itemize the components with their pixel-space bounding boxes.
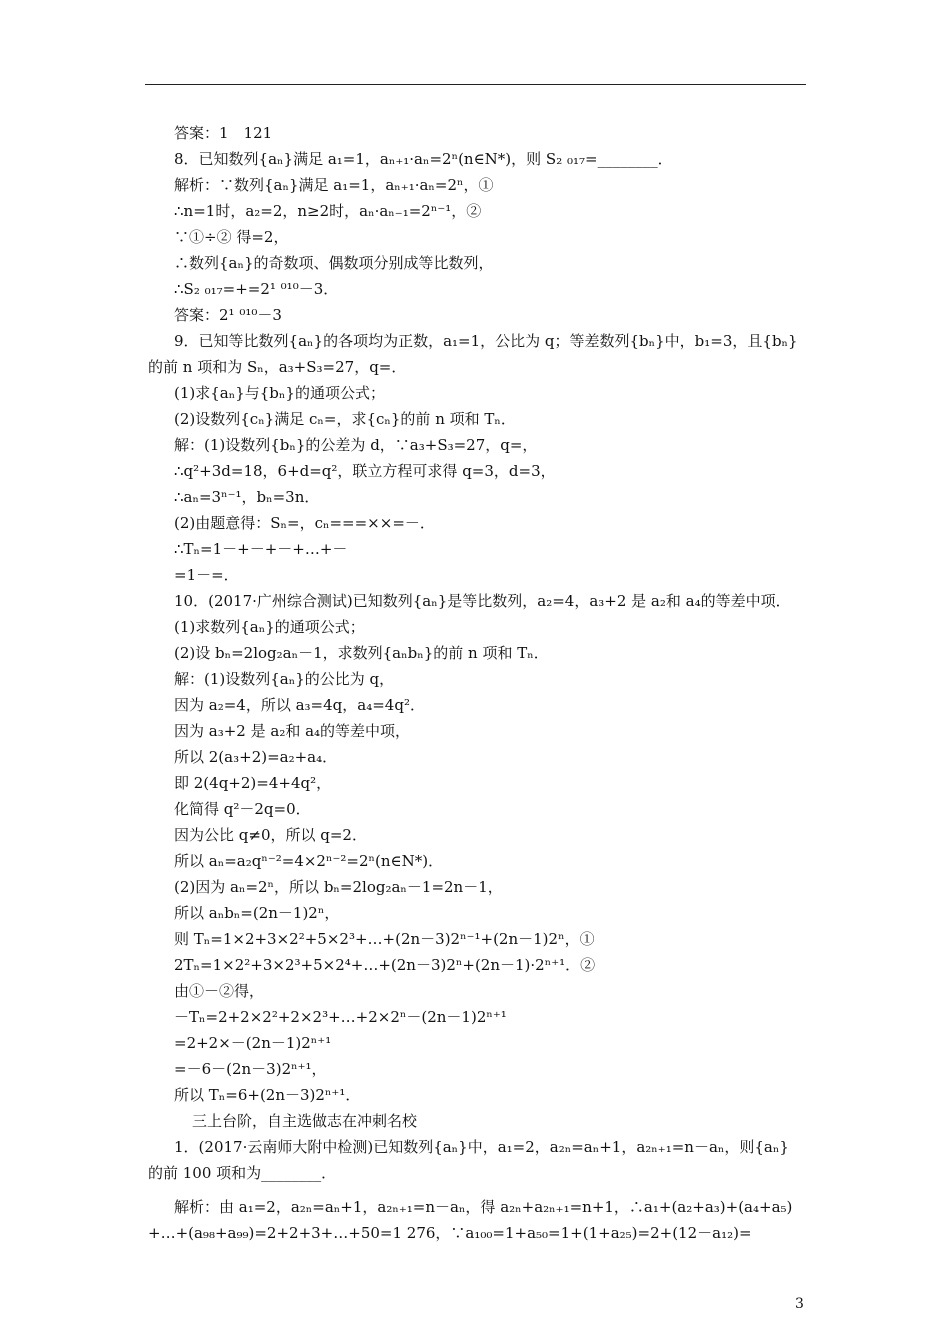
text-line: (1)求{aₙ}与{bₙ}的通项公式；	[174, 384, 385, 402]
text-line: 解析：∵数列{aₙ}满足 a₁=1，aₙ₊₁·aₙ=2ⁿ，①	[174, 176, 494, 194]
text-line: 答案：2¹ ⁰¹⁰－3	[174, 306, 282, 324]
text-line: (2)设 bₙ=2log₂aₙ－1，求数列{aₙbₙ}的前 n 项和 Tₙ．	[174, 644, 549, 662]
text-line: ∴n=1时，a₂=2，n≥2时，aₙ·aₙ₋₁=2ⁿ⁻¹，②	[174, 202, 482, 220]
text-line: 8．已知数列{aₙ}满足 a₁=1，aₙ₊₁·aₙ=2ⁿ(n∈N*)，则 S₂ ₀₁₇=________．	[174, 150, 673, 168]
text-line: 10．(2017·广州综合测试)已知数列{aₙ}是等比数列，a₂=4，a₃+2 是 a₂和 a₄的等差中项．	[174, 592, 791, 610]
text-line: 解：(1)设数列{bₙ}的公差为 d，∵a₃+S₃=27，q=，	[174, 436, 538, 454]
text-line: 的前 100 项和为________．	[148, 1164, 337, 1182]
text-line: =－6－(2n－3)2ⁿ⁺¹，	[174, 1060, 327, 1078]
text-line: +…+(a₉₈+a₉₉)=2+2+3+…+50=1 276，∵a₁₀₀=1+a₅₀=1+(1+a₂₅)=2+(12－a₁₂)=	[148, 1224, 752, 1242]
text-line: －Tₙ=2+2×2²+2×2³+…+2×2ⁿ－(2n－1)2ⁿ⁺¹	[174, 1008, 507, 1026]
text-line: 则 Tₙ=1×2+3×2²+5×2³+…+(2n－3)2ⁿ⁻¹+(2n－1)2ⁿ，①	[174, 930, 595, 948]
text-line: 2Tₙ=1×2²+3×2³+5×2⁴+…+(2n－3)2ⁿ+(2n－1)·2ⁿ⁺¹．②	[174, 956, 596, 974]
text-line: 解析：由 a₁=2，a₂ₙ=aₙ+1，a₂ₙ₊₁=n－aₙ，得 a₂ₙ+a₂ₙ₊₁=n+1，∴a₁+(a₂+a₃)+(a₄+a₅)	[174, 1198, 793, 1216]
text-line: 化简得 q²－2q=0．	[174, 800, 311, 818]
text-line: ∵①÷② 得=2，	[174, 228, 289, 246]
document-body	[148, 120, 816, 1246]
text-line: ∴Tₙ=1－+－+－+…+－	[174, 540, 348, 558]
text-line: (2)由题意得：Sₙ=，cₙ===××=－．	[174, 514, 435, 532]
text-line: =2+2×－(2n－1)2ⁿ⁺¹	[174, 1034, 332, 1052]
page-number: 3	[795, 1296, 804, 1312]
text-line: 三上台阶，自主选做志在冲刺名校	[192, 1112, 418, 1130]
text-line: 因为公比 q≠0，所以 q=2．	[174, 826, 367, 844]
text-line: =1－=．	[174, 566, 239, 584]
text-line: 即 2(4q+2)=4+4q²，	[174, 774, 332, 792]
text-line: 解：(1)设数列{aₙ}的公比为 q，	[174, 670, 395, 688]
text-line: 所以 Tₙ=6+(2n－3)2ⁿ⁺¹．	[174, 1086, 361, 1104]
text-line: 因为 a₃+2 是 a₂和 a₄的等差中项，	[174, 722, 411, 740]
text-line: (2)因为 aₙ=2ⁿ，所以 bₙ=2log₂aₙ－1=2n－1，	[174, 878, 503, 896]
text-line: ∴aₙ=3ⁿ⁻¹，bₙ=3n．	[174, 488, 320, 506]
header-rule	[145, 84, 806, 85]
text-line: ∴q²+3d=18，6+d=q²，联立方程可求得 q=3，d=3，	[174, 462, 556, 480]
text-line: 所以 2(a₃+2)=a₂+a₄．	[174, 748, 338, 766]
text-line: ∴数列{aₙ}的奇数项、偶数项分别成等比数列，	[174, 254, 494, 272]
text-line: 答案：1 121	[174, 124, 273, 142]
text-line: ∴S₂ ₀₁₇=+=2¹ ⁰¹⁰－3．	[174, 280, 339, 298]
text-line: 所以 aₙ=a₂qⁿ⁻²=4×2ⁿ⁻²=2ⁿ(n∈N*)．	[174, 852, 444, 870]
text-line: 所以 aₙbₙ=(2n－1)2ⁿ，	[174, 904, 340, 922]
text-line: 的前 n 项和为 Sₙ，a₃+S₃=27，q=．	[148, 358, 407, 376]
text-line: (1)求数列{aₙ}的通项公式；	[174, 618, 365, 636]
text-line: 9．已知等比数列{aₙ}的各项均为正数，a₁=1，公比为 q；等差数列{bₙ}中，b₁=3，且{bₙ}	[174, 332, 798, 350]
text-line: (2)设数列{cₙ}满足 cₙ=，求{cₙ}的前 n 项和 Tₙ．	[174, 410, 516, 428]
text-line: 由①－②得，	[174, 982, 265, 1000]
text-line: 1．(2017·云南师大附中检测)已知数列{aₙ}中，a₁=2，a₂ₙ=aₙ+1，a₂ₙ₊₁=n－aₙ，则{aₙ}	[174, 1138, 789, 1156]
text-line: 因为 a₂=4，所以 a₃=4q，a₄=4q²．	[174, 696, 425, 714]
